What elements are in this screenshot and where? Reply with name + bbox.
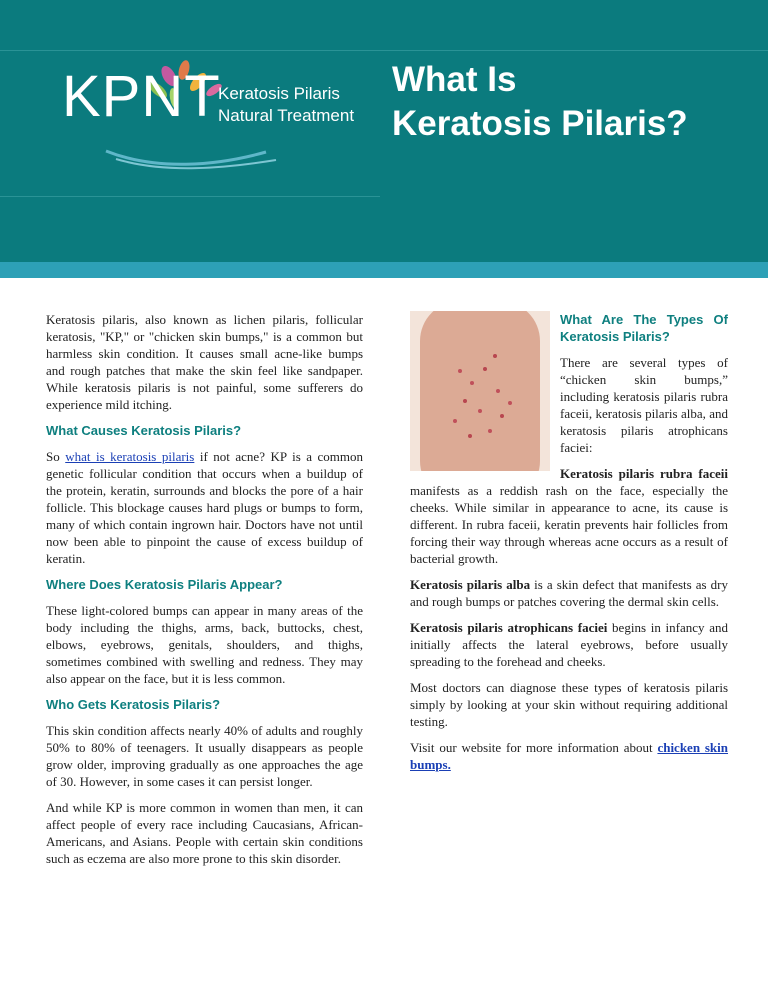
rubra-paragraph xyxy=(410,465,728,567)
heading-causes: What Causes Keratosis Pilaris? xyxy=(46,423,242,438)
page-title-line2: Keratosis Pilaris? xyxy=(392,104,688,143)
who-paragraph-2: And while KP is more common in women than men, it can affect people of every race including Caucasians, African-Americans, and Asians. People with certain skin conditions such as eczema are also more prone to this skin disorder. xyxy=(46,800,363,866)
left-column xyxy=(46,311,363,876)
logo-tagline-line2: Natural Treatment xyxy=(218,106,355,125)
page-title-line1: What Is xyxy=(392,60,517,99)
appear-paragraph: These light-colored bumps can appear in many areas of the body including the thighs, arms, back, buttocks, chest, elbows, eyebrows, genitals, shoulders, and thighs, sometimes combined with swelling and redness. They may also appear on the face, but it is less common. xyxy=(46,603,363,686)
rubra-term: Keratosis pilaris rubra faceii xyxy=(560,466,728,481)
header-divider-logo xyxy=(0,196,380,197)
atrophicans-text: begins in infancy and initially affects the lateral eyebrows, before usually spreading to the forehead and cheeks. xyxy=(410,620,728,669)
atrophicans-term: Keratosis pilaris atrophicans faciei xyxy=(410,620,608,635)
alba-term: Keratosis pilaris alba xyxy=(410,577,531,592)
what-is-kp-link[interactable]: what is keratosis pilaris xyxy=(65,449,195,464)
heading-appear: Where Does Keratosis Pilaris Appear? xyxy=(46,577,283,592)
logo-tagline-line1: Keratosis Pilaris xyxy=(218,84,340,103)
causes-text-after: if not acne? KP is a common genetic follicular condition that occurs when a buildup of the protein, keratin, surrounds and blocks the pore of a hair follicle. This blockage causes hard plugs or bumps to form, many of which contain ingrown hair. Doctors have not until now been able to pinpoint the cause of excess buildup of keratin. xyxy=(46,449,364,566)
chicken-skin-bumps-link[interactable]: chicken skin bumps. xyxy=(410,740,729,772)
visit-paragraph xyxy=(410,739,728,773)
heading-types: What Are The Types Of Keratosis Pilaris? xyxy=(560,312,728,344)
alba-paragraph xyxy=(410,576,728,610)
page-title xyxy=(392,58,752,146)
alba-text: is a skin defect that manifests as dry and rough bumps or patches covering the dermal skin cells. xyxy=(410,577,728,609)
red-bumps-icon xyxy=(410,311,550,471)
header-divider-top xyxy=(0,50,768,51)
skin-bumps-photo xyxy=(410,311,550,471)
diagnose-paragraph: Most doctors can diagnose these types of keratosis pilaris simply by looking at your skin without requiring additional testing. xyxy=(410,680,728,729)
atrophicans-paragraph xyxy=(410,619,728,670)
visit-text: Visit our website for more information about xyxy=(410,740,658,755)
types-intro-paragraph: There are several types of “chicken skin bumps,” including keratosis pilaris rubra faceii, keratosis pilaris alba, and keratosis pilaris atrophicans faciei: xyxy=(560,355,728,455)
rubra-text: manifests as a reddish rash on the face, especially the cheeks. While similar in appearance to acne, its cause is different. In rubra faceii, keratin prevents hair follicles from forcing their way through whereas acne occurs as a result of bacterial growth. xyxy=(410,483,728,566)
kpnt-logo xyxy=(46,56,366,176)
causes-text-before: So xyxy=(46,449,66,464)
heading-who: Who Gets Keratosis Pilaris? xyxy=(46,697,221,712)
causes-paragraph xyxy=(46,448,363,567)
header-accent-band xyxy=(0,262,768,278)
who-paragraph-1: This skin condition affects nearly 40% of adults and roughly 50% to 80% of teenagers. It usually disappears as people grow older, improving gradually as one approaches the age of 30. However, in some cases it can persist longer. xyxy=(46,723,363,789)
intro-paragraph: Keratosis pilaris, also known as lichen pilaris, follicular keratosis, "KP," or "chicken skin bumps," is a common but harmless skin condition. It causes small acne-like bumps and rough patches that make the skin feel like sandpaper. While keratosis pilaris is not painful, some sufferers do experience mild itching. xyxy=(46,312,363,412)
logo-letters: KPNT xyxy=(62,64,221,129)
right-column xyxy=(410,311,728,782)
